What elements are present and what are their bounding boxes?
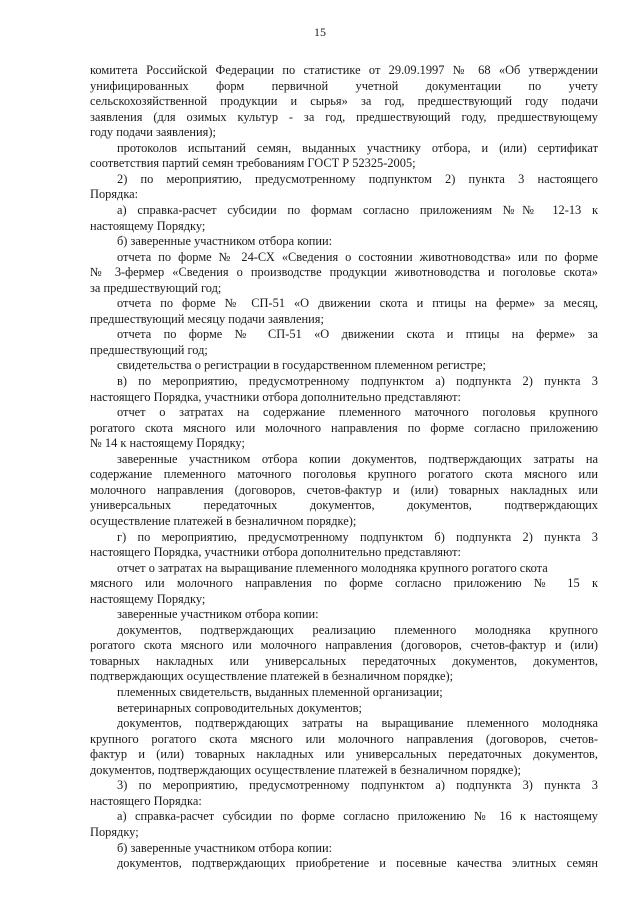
text-line: мясного или молочного направления по форме согласно приложению № 15 к — [90, 576, 598, 591]
text-line: 3) по мероприятию, предусмотренному подпунктом а) подпункта 3) пункта 3 — [117, 778, 598, 793]
text-line: предшествующий месяцу подачи заявления; — [90, 311, 324, 326]
text-line: Порядка: — [90, 187, 139, 202]
text-line: унифицированных форм первичной учетной документации по учету — [90, 78, 598, 93]
text-line: настоящему Порядку; — [90, 218, 206, 233]
text-line: универсальных передаточных документов, документов, подтверждающих — [90, 498, 598, 513]
text-line: товарных накладных или универсальных передаточных документов, документов, — [90, 653, 598, 668]
text-line: отчет о затратах на выращивание племенного молодняка крупного рогатого скота — [117, 560, 548, 575]
page-number: 15 — [314, 25, 326, 39]
text-line: году подачи заявления); — [90, 125, 216, 140]
text-line: протоколов испытаний семян, выданных участнику отбора, и (или) сертификат — [117, 140, 598, 155]
text-line: отчета по форме № СП-51 «О движении скота и птицы на ферме» за месяц, — [117, 296, 598, 311]
text-line: отчета по форме № СП-51 «О движении скота и птицы на ферме» за — [117, 327, 598, 342]
text-line: отчета по форме № 24-СХ «Сведения о состоянии животноводства» или по форме — [117, 249, 598, 264]
text-line: рогатого скота мясного или молочного направления по форме согласно приложению — [90, 420, 598, 435]
text-line: в) по мероприятию, предусмотренному подпунктом а) подпункта 2) пункта 3 — [117, 374, 598, 388]
text-line: документов, подтверждающих реализацию племенного молодняка крупного — [117, 622, 598, 637]
text-line: настоящему Порядку; — [90, 591, 206, 606]
text-line: свидетельства о регистрации в государственном племенном регистре; — [117, 358, 486, 373]
text-line: содержание племенного маточного поголовья крупного рогатого скота мясного или — [90, 467, 598, 482]
text-line: племенных свидетельств, выданных племенной организации; — [117, 685, 443, 699]
text-line: настоящего Порядка, участники отбора дополнительно представляют: — [90, 545, 461, 560]
text-line: Порядку; — [90, 824, 139, 839]
text-line: за предшествующий год; — [90, 280, 222, 295]
text-line: предшествующий год; — [90, 342, 208, 357]
text-line: фактур и (или) товарных накладных или универсальных передаточных документов, — [90, 747, 598, 762]
text-line: молочного направления (договоров, счетов-фактур и (или) товарных накладных или — [90, 482, 598, 497]
text-line: ветеринарных сопроводительных документов; — [117, 700, 362, 715]
text-line: документов, подтверждающих осуществление платежей в безналичном порядке); — [90, 762, 521, 777]
text-line: комитета Российской Федерации по статистике от 29.09.1997 № 68 «Об утверждении — [90, 63, 598, 77]
text-line: настоящего Порядка: — [90, 793, 202, 808]
text-line: № 3-фермер «Сведения о производстве продукции животноводства и поголовье скота» — [90, 265, 598, 280]
text-line: заверенные участником отбора копии документов, подтверждающих затраты на — [117, 451, 598, 466]
text-line: документов, подтверждающих приобретение и посевные качества элитных семян — [117, 856, 598, 871]
text-line: б) заверенные участником отбора копии: — [117, 840, 333, 855]
text-line: крупного рогатого скота мясного или молочного направления (договоров, счетов- — [90, 731, 598, 746]
text-line: б) заверенные участником отбора копии: — [117, 234, 333, 249]
text-line: подтверждающих осуществление платежей в безналичном порядке); — [90, 669, 454, 684]
text-line: рогатого скота мясного или молочного направления (договоров, счетов-фактур и (или) — [90, 638, 598, 653]
text-line: настоящего Порядка, участники отбора дополнительно представляют: — [90, 389, 461, 404]
text-line: 2) по мероприятию, предусмотренному подпунктом 2) пункта 3 настоящего — [117, 171, 598, 186]
text-line: а) справка-расчет субсидии по форме согласно приложению № 16 к настоящему — [117, 809, 598, 824]
text-line: заявления (для озимых культур - за год, предшествующий году, предшествующему — [90, 109, 598, 124]
text-line: отчет о затратах на содержание племенного маточного поголовья крупного — [117, 405, 598, 420]
text-line: осуществление платежей в безналичном порядке); — [90, 513, 357, 528]
text-line: документов, подтверждающих затраты на выращивание племенного молодняка — [117, 716, 598, 731]
text-line: г) по мероприятию, предусмотренному подпунктом б) подпункта 2) пункта 3 — [117, 529, 598, 544]
text-line: № 14 к настоящему Порядку; — [90, 436, 245, 451]
text-line: соответствия партий семян требованиям ГОСТ Р 52325-2005; — [90, 156, 416, 171]
text-line: сельскохозяйственной продукции и сырья» за год, предшествующий году подачи — [90, 94, 598, 109]
text-line: а) справка-расчет субсидии по формам согласно приложениям №№ 12-13 к — [117, 202, 598, 217]
text-line: заверенные участником отбора копии: — [117, 607, 319, 622]
